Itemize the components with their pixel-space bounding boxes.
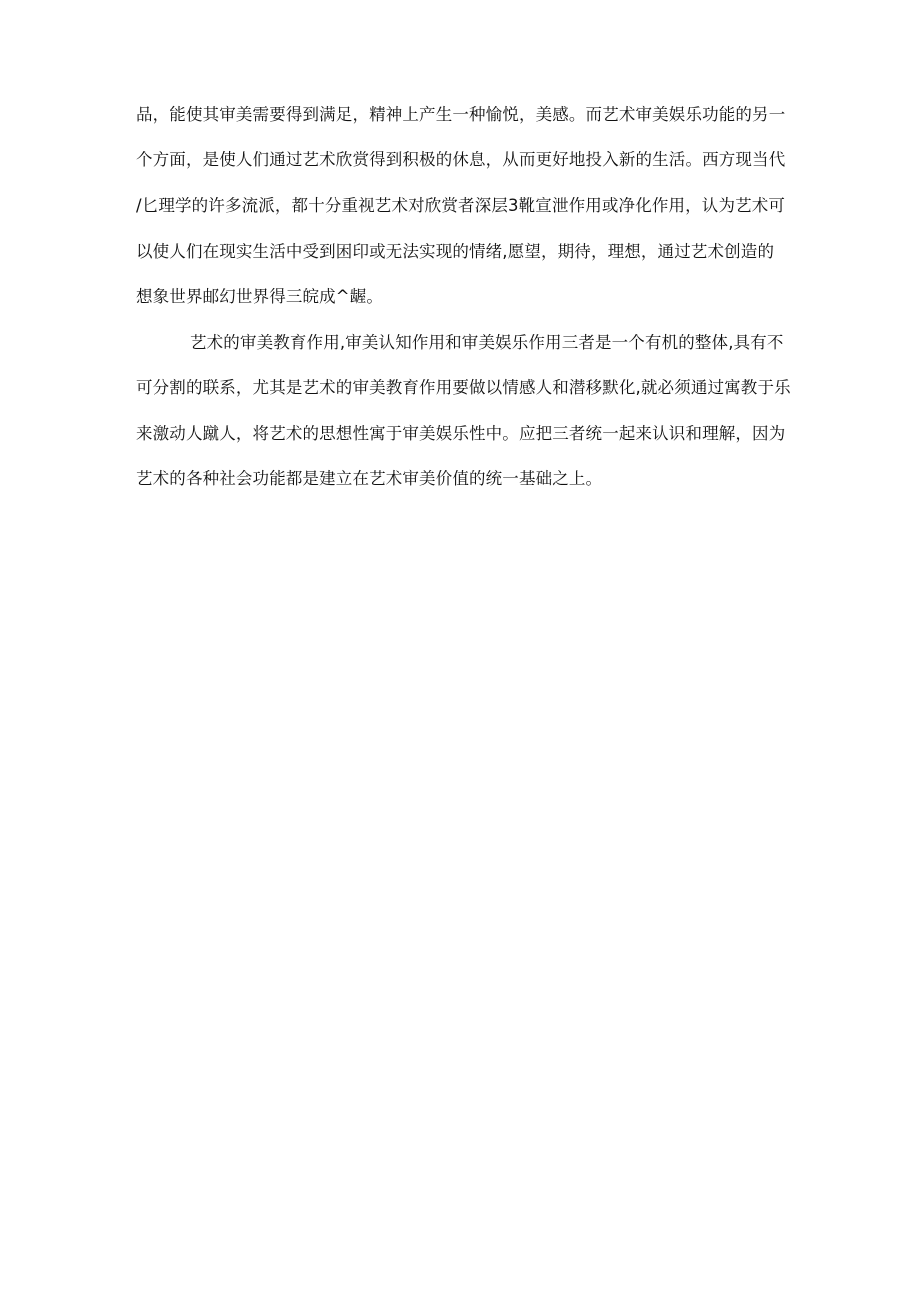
paragraph-2-line-2: 可分割的联系，尤其是艺术的审美教育作用要做以情感人和潜移默化,就必须通过寓教于乐	[136, 378, 791, 397]
paragraph-1-line-3: /匕理学的许多流派，都十分重视艺术对欣赏者深层3靴宣泄作用或净化作用，认为艺术可	[136, 196, 786, 215]
paragraph-2-line-4: 艺术的各种社会功能都是建立在艺术审美价值的统一基础之上。	[136, 469, 603, 488]
paragraph-1-line-4: 以使人们在现实生活中受到困印或无法实现的情绪,愿望，期待，理想，通过艺术创造的	[136, 242, 775, 261]
paragraph-1-line-1: 品，能使其审美需要得到满足，精神上产生一种愉悦，美感。而艺术审美娱乐功能的另一	[136, 105, 786, 124]
paragraph-2-line-1: 艺术的审美教育作用,审美认知作用和审美娱乐作用三者是一个有机的整体,具有不	[190, 333, 784, 352]
paragraph-1-line-2: 个方面，是使人们通过艺术欣赏得到积极的休息，从而更好地投入新的生活。西方现当代	[136, 150, 786, 169]
paragraph-2-line-3: 来激动人蹴人，将艺术的思想性寓于审美娱乐性中。应把三者统一起来认识和理解，因为	[136, 424, 786, 443]
paragraph-1-line-5: 想象世界邮幻世界得三皖成^龌。	[136, 287, 384, 306]
